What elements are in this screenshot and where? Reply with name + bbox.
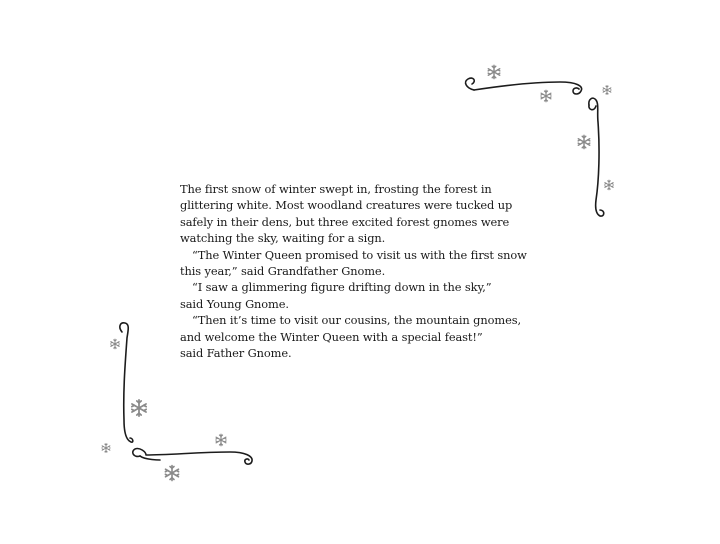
snowflake-icon — [165, 466, 178, 481]
story-line: “Then it’s time to visit our cousins, the mountain gnomes, — [192, 313, 521, 328]
story-line: The first snow of winter swept in, frosting the forest in — [180, 182, 492, 196]
snowflake-icon — [541, 90, 551, 101]
snowflake-icon — [603, 86, 611, 95]
story-line: said Father Gnome. — [180, 346, 292, 361]
story-line: watching the sky, waiting for a sign. — [180, 231, 386, 246]
snowflake-icon — [102, 444, 110, 453]
story-line: “The Winter Queen promised to visit us with the first snow — [192, 247, 527, 262]
snowflake-icon — [132, 400, 146, 416]
story-line: glittering white. Most woodland creatures were tucked up — [180, 198, 513, 213]
story-line: safely in their dens, but three excited forest gnomes were — [180, 214, 510, 229]
snowflake-icon — [111, 339, 119, 349]
story-line: said Young Gnome. — [180, 296, 289, 311]
snowflake-icon — [488, 65, 500, 78]
snowflake-icon — [605, 180, 613, 190]
snowflake-icon — [216, 434, 226, 445]
story-text — [180, 181, 550, 361]
story-line: and welcome the Winter Queen with a special feast!” — [180, 329, 483, 344]
story-line: this year,” said Grandfather Gnome. — [180, 264, 386, 279]
snowflake-icon — [578, 135, 590, 148]
story-line: “I saw a glimmering figure drifting down in the sky,” — [192, 280, 492, 295]
